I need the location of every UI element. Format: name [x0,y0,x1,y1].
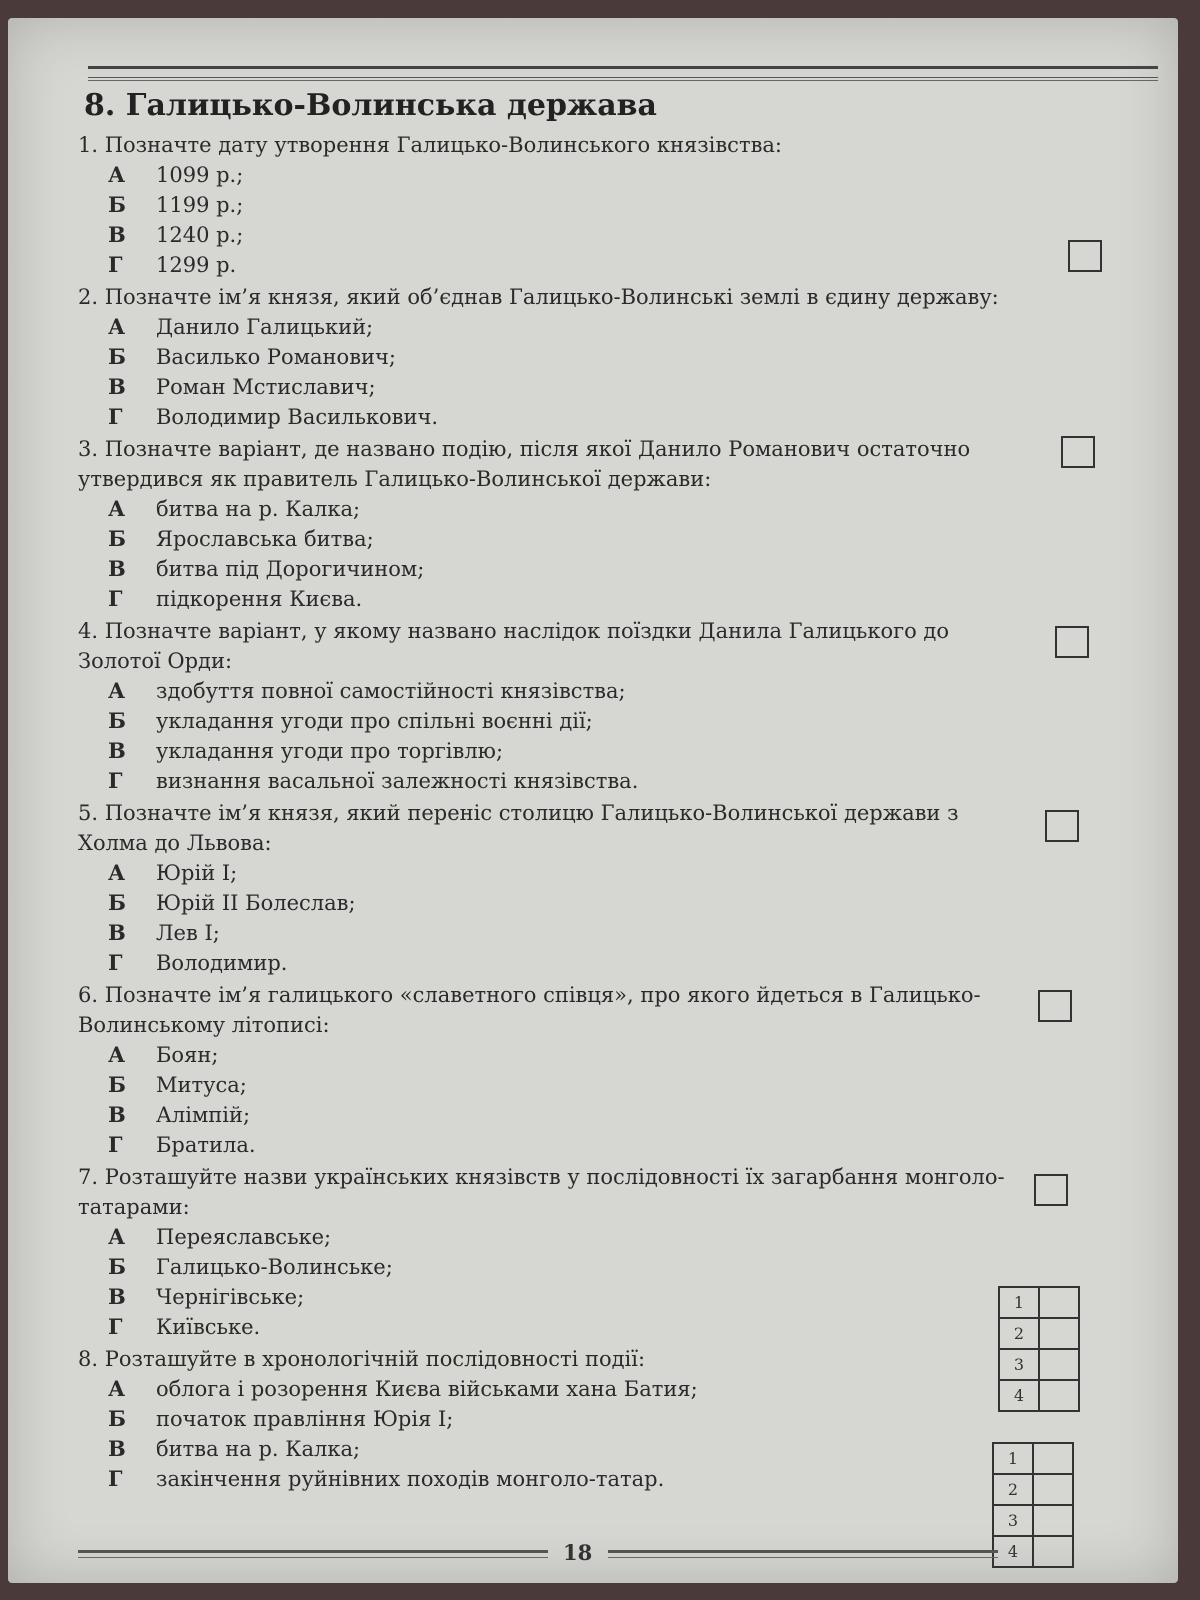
option-text: закінчення руйнівних походів монголо-татар. [156,1467,665,1491]
answer-option [78,858,1028,888]
question-text: 2. Позначте ім’я князя, який об’єднав Галицько-Волинські землі в єдину державу: [78,285,999,309]
option-letter: Б [108,526,126,551]
option-text: 1199 р.; [156,193,244,217]
option-letter: В [108,1284,126,1309]
question-text: 6. Позначте ім’я галицького «славетного співця», про якого йдеться в Галицько-Волинському літописі: [78,983,981,1037]
option-text: укладання угоди про торгівлю; [156,739,504,763]
question-text: 1. Позначте дату утворення Галицько-Волинського князівства: [78,133,782,157]
option-letter: Г [108,1314,123,1339]
option-letter: Г [108,1132,123,1157]
option-text: Василько Романович; [156,345,396,369]
grid-number: 2 [993,1474,1033,1505]
grid-number: 1 [999,1287,1039,1318]
answer-option [78,1252,1028,1282]
option-letter: А [108,1376,126,1401]
answer-option [78,1312,1028,1342]
option-letter: Г [108,586,123,611]
option-letter: Б [108,708,126,733]
answer-option [78,584,1028,614]
grid-cell[interactable] [1033,1505,1073,1536]
option-text: Переяславське; [156,1225,332,1249]
questions-list [78,128,1028,1494]
page-sheet [8,18,1178,1583]
answer-option [78,250,1028,280]
grid-number: 4 [999,1380,1039,1411]
option-text: Юрій I; [156,861,238,885]
option-text: Алімпій; [156,1103,251,1127]
option-letter: Б [108,890,126,915]
answer-option [78,1404,1028,1434]
answer-option [78,372,1028,402]
question-text: 8. Розташуйте в хронологічній послідовності події: [78,1347,646,1371]
option-text: Чернігівське; [156,1285,305,1309]
answer-grid-q7[interactable] [998,1286,1080,1412]
option-text: битва на р. Калка; [156,1437,361,1461]
option-text: Лев I; [156,921,220,945]
grid-cell[interactable] [1039,1349,1079,1380]
option-text: визнання васальної залежності князівства. [156,769,639,793]
answer-option [78,1464,1028,1494]
grid-cell[interactable] [1039,1287,1079,1318]
option-letter: Г [108,252,123,277]
option-letter: А [108,162,126,187]
option-letter: А [108,860,126,885]
option-text: битва на р. Калка; [156,497,361,521]
option-letter: Б [108,1406,126,1431]
answer-option [78,312,1028,342]
grid-number: 2 [999,1318,1039,1349]
answer-option [78,220,1028,250]
option-letter: А [108,314,126,339]
question-text: 7. Розташуйте назви українських князівств у послідовності їх загарбання монголо-татарами: [78,1165,1005,1219]
option-letter: А [108,678,126,703]
answer-box-q1[interactable] [1068,240,1102,272]
option-text: укладання угоди про спільні воєнні дії; [156,709,593,733]
option-text: Ярославська битва; [156,527,374,551]
answer-box-q3[interactable] [1055,626,1089,658]
answer-option [78,190,1028,220]
answer-option [78,676,1028,706]
option-letter: Г [108,1466,123,1491]
option-text: 1240 р.; [156,223,244,247]
option-text: Володимир Василькович. [156,405,439,429]
page-number: 18 [563,1540,593,1565]
option-letter: Б [108,1254,126,1279]
answer-option [78,1434,1028,1464]
option-letter: В [108,920,126,945]
option-text: Роман Мстиславич; [156,375,376,399]
answer-box-q4[interactable] [1045,810,1079,842]
answer-option [78,1222,1028,1252]
bottom-rule-left [78,1550,548,1558]
grid-number: 4 [993,1536,1033,1567]
answer-option [78,554,1028,584]
top-rule [88,66,1158,78]
question-text: 3. Позначте варіант, де названо подію, після якої Данило Романович остаточно утвердився як правитель Галицько-Волинської держави: [78,437,971,491]
answer-option [78,948,1028,978]
option-letter: Б [108,1072,126,1097]
answer-option [78,1100,1028,1130]
answer-option [78,1040,1028,1070]
option-text: Київське. [156,1315,261,1339]
answer-box-q5[interactable] [1038,990,1072,1022]
option-letter: Г [108,768,123,793]
option-text: облога і розорення Києва військами хана Батия; [156,1377,698,1401]
grid-cell[interactable] [1039,1380,1079,1411]
option-letter: А [108,496,126,521]
answer-option [78,342,1028,372]
option-text: 1099 р.; [156,163,244,187]
answer-option [78,766,1028,796]
option-letter: А [108,1042,126,1067]
option-letter: В [108,222,126,247]
option-letter: В [108,1102,126,1127]
answer-option [78,1070,1028,1100]
answer-option [78,706,1028,736]
option-letter: В [108,738,126,763]
option-text: Митуса; [156,1073,247,1097]
answer-option [78,918,1028,948]
option-text: підкорення Києва. [156,587,363,611]
answer-grid-q8[interactable] [992,1442,1074,1568]
top-rule-thin [88,80,1158,81]
option-letter: В [108,556,126,581]
option-text: Боян; [156,1043,219,1067]
option-letter: Г [108,950,123,975]
grid-number: 3 [993,1505,1033,1536]
answer-option [78,524,1028,554]
answer-option [78,1282,1028,1312]
answer-option [78,402,1028,432]
option-text: Юрій II Болеслав; [156,891,356,915]
option-letter: А [108,1224,126,1249]
answer-option [78,736,1028,766]
answer-option [78,888,1028,918]
grid-number: 3 [999,1349,1039,1380]
answer-option [78,1374,1028,1404]
option-text: початок правління Юрія I; [156,1407,454,1431]
answer-box-q6[interactable] [1034,1174,1068,1206]
option-text: Братила. [156,1133,256,1157]
grid-number: 1 [993,1443,1033,1474]
section-title: 8. Галицько-Волинська держава [84,88,657,123]
question-text: 4. Позначте варіант, у якому названо наслідок поїздки Данила Галицького до Золотої Орди: [78,619,949,673]
option-letter: Г [108,404,123,429]
grid-cell[interactable] [1033,1443,1073,1474]
answer-box-q2[interactable] [1061,436,1095,468]
bottom-rule-right [608,1550,998,1558]
option-letter: Б [108,344,126,369]
grid-cell[interactable] [1033,1474,1073,1505]
answer-option [78,494,1028,524]
grid-cell[interactable] [1033,1536,1073,1567]
option-text: Володимир. [156,951,288,975]
grid-cell[interactable] [1039,1318,1079,1349]
option-letter: В [108,1436,126,1461]
answer-option [78,160,1028,190]
option-text: битва під Дорогичином; [156,557,425,581]
option-text: Данило Галицький; [156,315,374,339]
question-text: 5. Позначте ім’я князя, який переніс столицю Галицько-Волинської держави з Холма до Львова: [78,801,959,855]
option-letter: Б [108,192,126,217]
answer-option [78,1130,1028,1160]
option-text: Галицько-Волинське; [156,1255,393,1279]
option-text: здобуття повної самостійності князівства; [156,679,626,703]
option-text: 1299 р. [156,253,237,277]
option-letter: В [108,374,126,399]
